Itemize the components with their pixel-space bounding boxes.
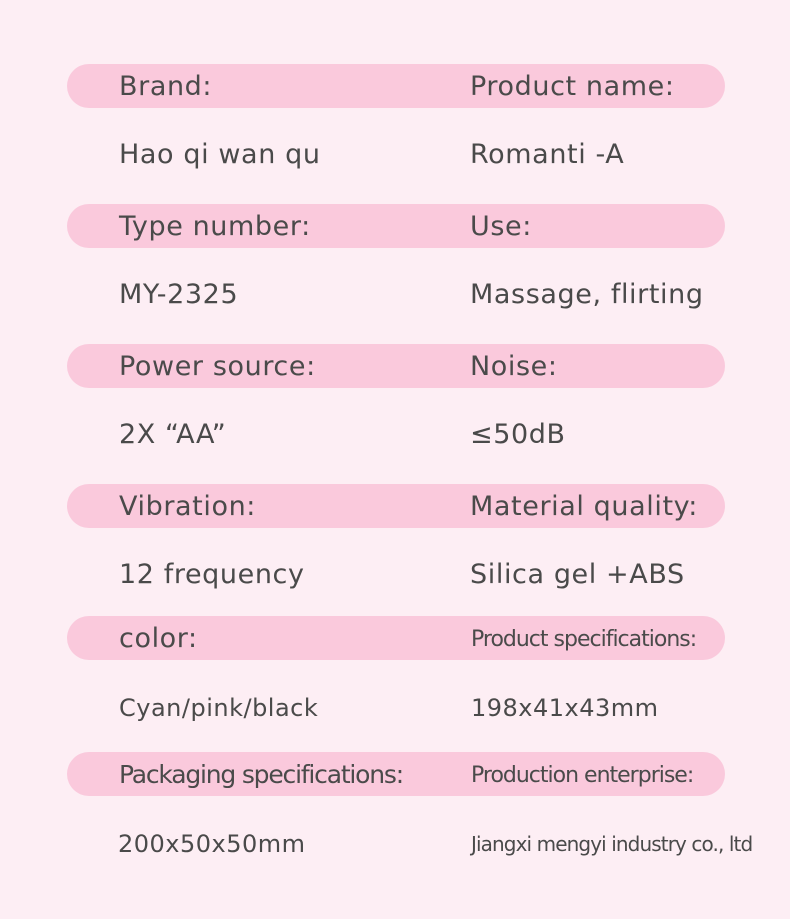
brand-value: Hao qi wan qu xyxy=(119,139,321,170)
type-number-value: MY-2325 xyxy=(119,279,239,310)
color-value: Cyan/pink/black xyxy=(119,694,319,722)
noise-value: ≤50dB xyxy=(470,419,566,450)
product-specifications-label: Product specifications: xyxy=(471,627,697,652)
power-source-label: Power source: xyxy=(119,351,316,382)
use-value: Massage, flirting xyxy=(470,279,704,310)
material-quality-value: Silica gel +ABS xyxy=(470,559,685,590)
product-specifications-value: 198x41x43mm xyxy=(471,694,659,722)
packaging-specifications-label: Packaging specifications: xyxy=(119,760,403,789)
product-name-value: Romanti -A xyxy=(470,139,625,170)
type-number-label: Type number: xyxy=(119,211,311,242)
production-enterprise-label: Production enterprise: xyxy=(471,763,694,788)
material-quality-label: Material quality: xyxy=(470,491,698,522)
product-name-label: Product name: xyxy=(470,71,675,102)
brand-label: Brand: xyxy=(119,71,213,102)
color-label: color: xyxy=(119,623,198,654)
use-label: Use: xyxy=(470,211,532,242)
vibration-label: Vibration: xyxy=(119,491,256,522)
power-source-value: 2X “AA” xyxy=(119,419,227,450)
vibration-value: 12 frequency xyxy=(119,559,305,590)
noise-label: Noise: xyxy=(470,351,558,382)
packaging-specifications-value: 200x50x50mm xyxy=(118,830,306,858)
production-enterprise-value: Jiangxi mengyi industry co., ltd xyxy=(471,832,753,856)
